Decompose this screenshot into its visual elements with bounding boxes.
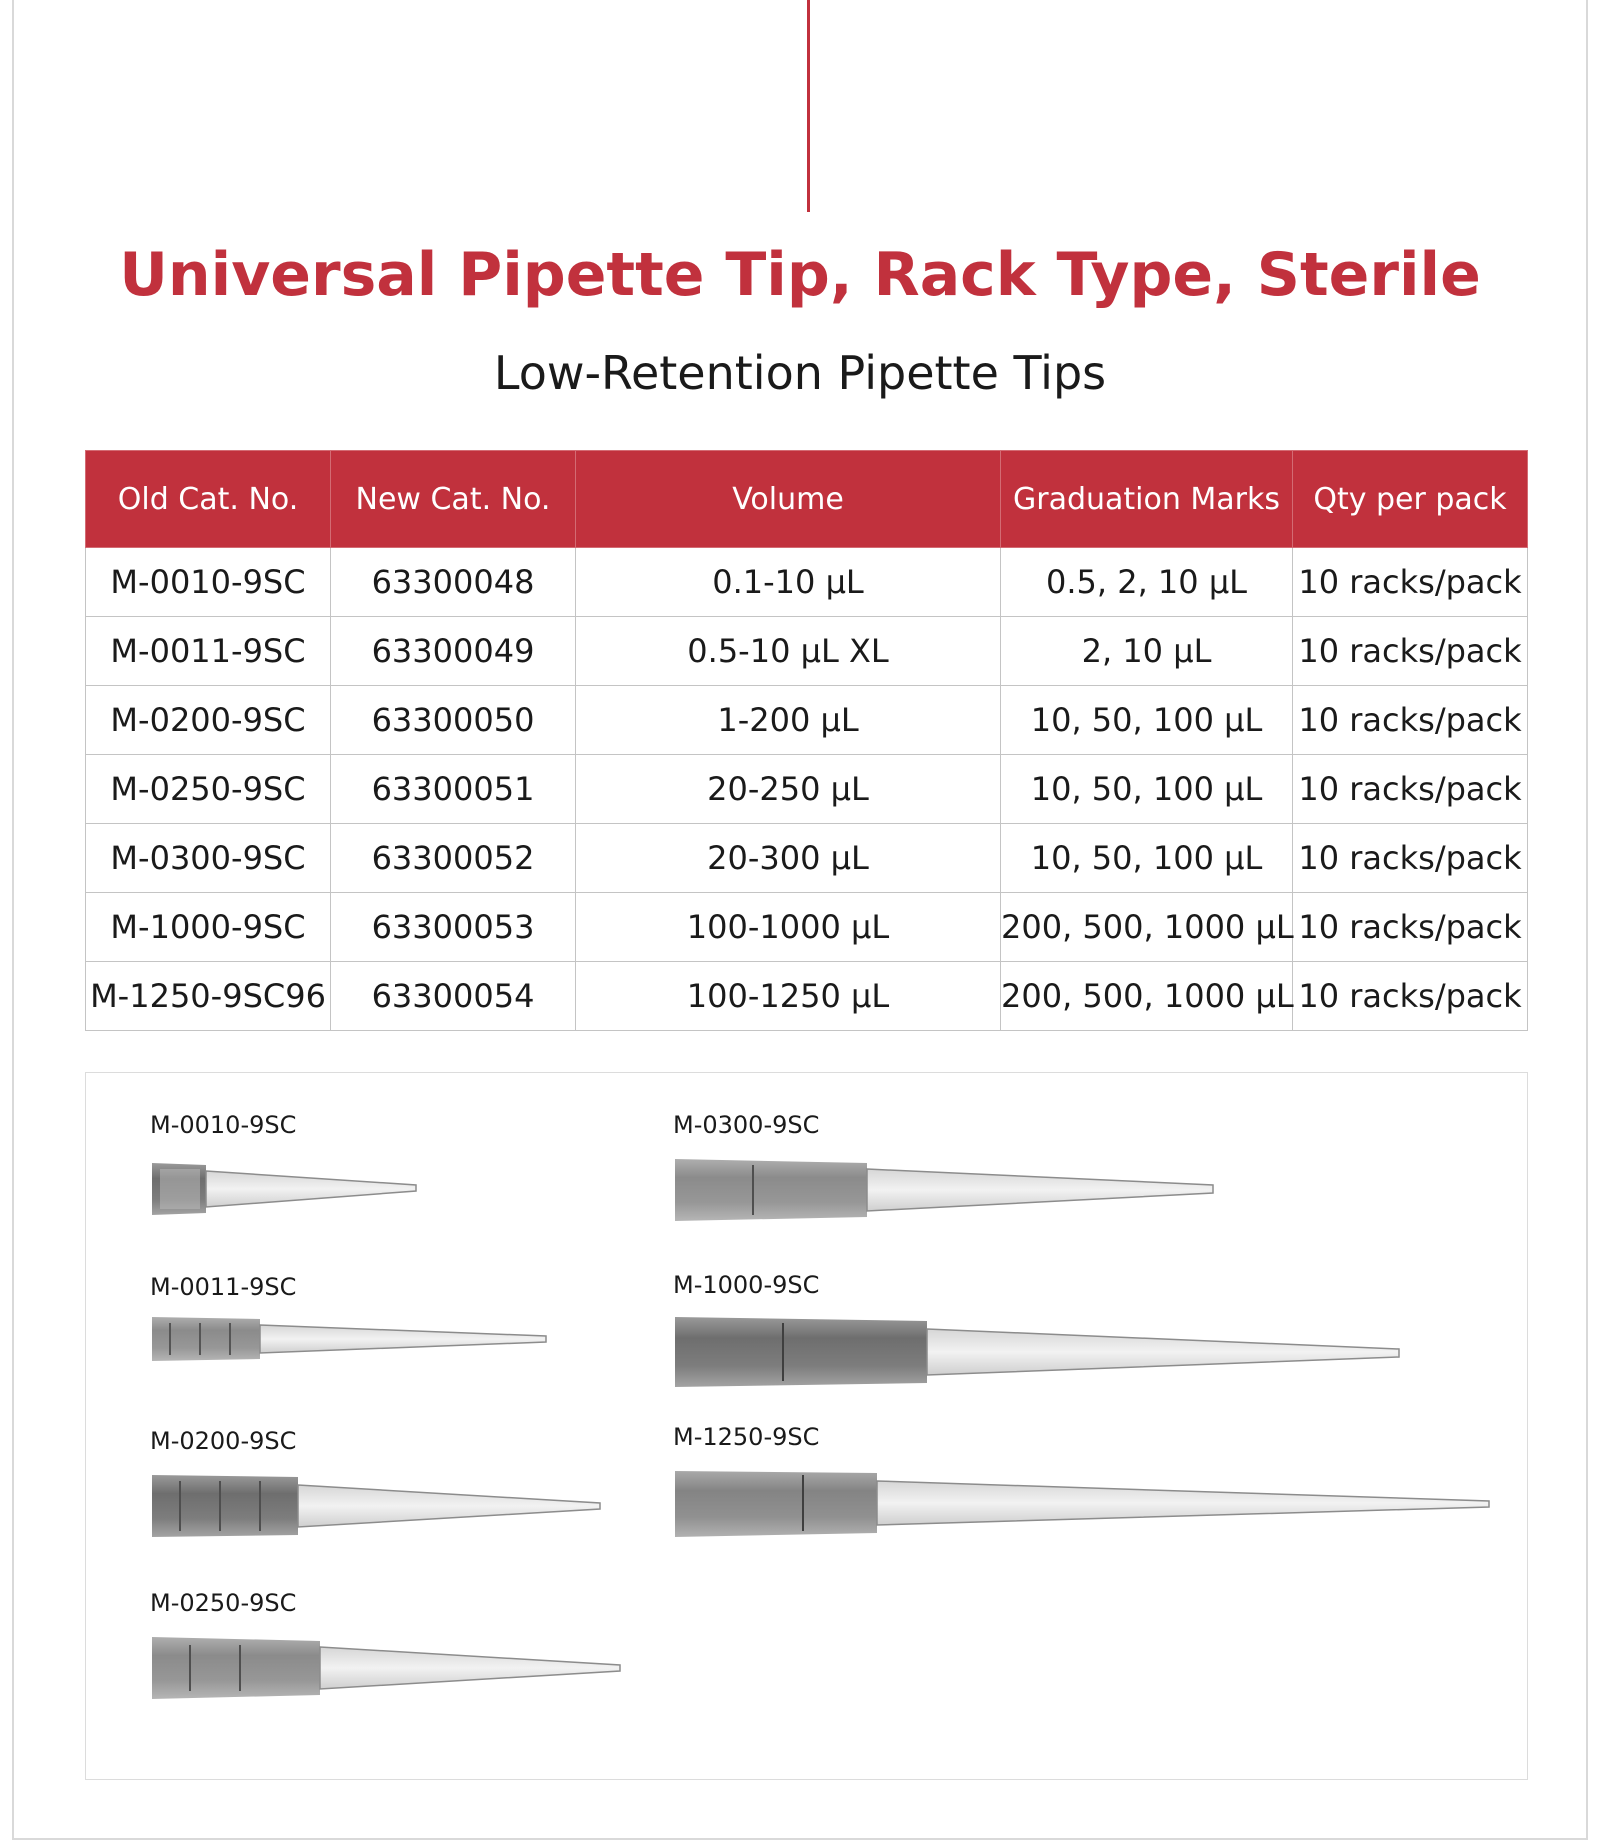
- volume-cell: 0.1-10 µL: [576, 548, 1001, 617]
- qty-per-pack-cell: 10 racks/pack: [1293, 686, 1528, 755]
- table-row: [86, 893, 1528, 962]
- new-cat-no-cell: 63300050: [331, 686, 576, 755]
- new-cat-no-cell: 63300052: [331, 824, 576, 893]
- volume-cell: 20-250 µL: [576, 755, 1001, 824]
- qty-per-pack-cell: 10 racks/pack: [1293, 617, 1528, 686]
- graduation-marks-cell: 10, 50, 100 µL: [1001, 686, 1293, 755]
- qty-per-pack-cell: 10 racks/pack: [1293, 755, 1528, 824]
- graduation-marks-cell: 200, 500, 1000 µL: [1001, 962, 1293, 1031]
- pipette-tip-image: [673, 1467, 1503, 1541]
- graduation-marks-cell: 2, 10 µL: [1001, 617, 1293, 686]
- spec-table: [85, 450, 1528, 1031]
- new-cat-no-cell: 63300049: [331, 617, 576, 686]
- graduation-marks-cell: 10, 50, 100 µL: [1001, 755, 1293, 824]
- volume-cell: 100-1250 µL: [576, 962, 1001, 1031]
- header-new-cat-no: New Cat. No.: [331, 451, 576, 548]
- qty-per-pack-cell: 10 racks/pack: [1293, 824, 1528, 893]
- volume-cell: 20-300 µL: [576, 824, 1001, 893]
- table-row: [86, 686, 1528, 755]
- table-header-row: [86, 451, 1528, 548]
- pipette-tip-image: [673, 1155, 1233, 1225]
- pipette-tip-image: [150, 1309, 560, 1369]
- new-cat-no-cell: 63300048: [331, 548, 576, 617]
- volume-cell: 1-200 µL: [576, 686, 1001, 755]
- table-row: [86, 824, 1528, 893]
- old-cat-no-cell: M-0011-9SC: [86, 617, 331, 686]
- pipette-tip-image: [150, 1633, 630, 1703]
- new-cat-no-cell: 63300053: [331, 893, 576, 962]
- pipette-tip-image: [150, 1159, 430, 1219]
- qty-per-pack-cell: 10 racks/pack: [1293, 962, 1528, 1031]
- tip-label: M-1250-9SC: [673, 1423, 820, 1451]
- header-qty-per-pack: Qty per pack: [1293, 451, 1528, 548]
- pipette-tip-image: [673, 1315, 1413, 1389]
- new-cat-no-cell: 63300054: [331, 962, 576, 1031]
- graduation-marks-cell: 200, 500, 1000 µL: [1001, 893, 1293, 962]
- tip-label: M-0010-9SC: [150, 1111, 297, 1139]
- old-cat-no-cell: M-1250-9SC96: [86, 962, 331, 1031]
- volume-cell: 100-1000 µL: [576, 893, 1001, 962]
- table-row: [86, 755, 1528, 824]
- header-volume: Volume: [576, 451, 1001, 548]
- tip-label: M-0200-9SC: [150, 1427, 297, 1455]
- graduation-marks-cell: 0.5, 2, 10 µL: [1001, 548, 1293, 617]
- qty-per-pack-cell: 10 racks/pack: [1293, 548, 1528, 617]
- new-cat-no-cell: 63300051: [331, 755, 576, 824]
- old-cat-no-cell: M-0250-9SC: [86, 755, 331, 824]
- header-old-cat-no: Old Cat. No.: [86, 451, 331, 548]
- graduation-marks-cell: 10, 50, 100 µL: [1001, 824, 1293, 893]
- page-subtitle: Low-Retention Pipette Tips: [493, 346, 1107, 400]
- table-row: [86, 962, 1528, 1031]
- pipette-tip-image: [150, 1471, 610, 1541]
- qty-per-pack-cell: 10 racks/pack: [1293, 893, 1528, 962]
- page-title: Universal Pipette Tip, Rack Type, Sterile: [119, 240, 1481, 310]
- tip-label: M-1000-9SC: [673, 1271, 820, 1299]
- old-cat-no-cell: M-0300-9SC: [86, 824, 331, 893]
- table-row: [86, 617, 1528, 686]
- table-row: [86, 548, 1528, 617]
- old-cat-no-cell: M-1000-9SC: [86, 893, 331, 962]
- top-accent-line: [807, 0, 810, 212]
- tip-label: M-0011-9SC: [150, 1273, 297, 1301]
- tip-label: M-0300-9SC: [673, 1111, 820, 1139]
- volume-cell: 0.5-10 µL XL: [576, 617, 1001, 686]
- tip-gallery: [85, 1072, 1528, 1780]
- old-cat-no-cell: M-0200-9SC: [86, 686, 331, 755]
- header-graduation-marks: Graduation Marks: [1001, 451, 1293, 548]
- old-cat-no-cell: M-0010-9SC: [86, 548, 331, 617]
- tip-label: M-0250-9SC: [150, 1589, 297, 1617]
